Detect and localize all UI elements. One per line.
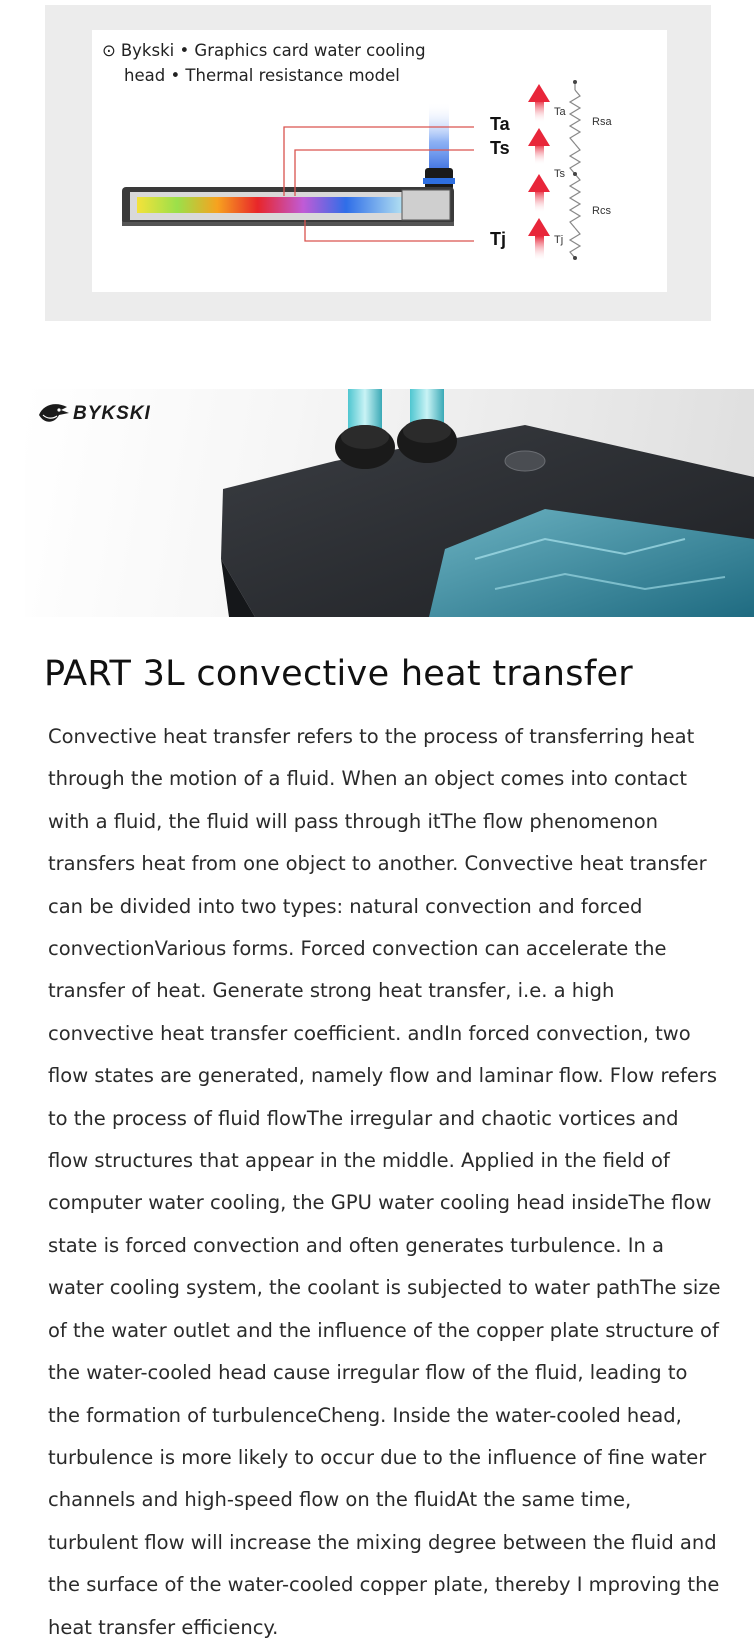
product-banner <box>25 389 754 617</box>
resistor-chain <box>570 82 580 258</box>
circle-dot-icon: ⊙ <box>102 41 116 60</box>
article-body: Convective heat transfer refers to the process of transferring heat through the motion of a fluid. When an object comes into contact with a fluid, the fluid will pass through itThe flow phenomenon transfers heat from one object to another. Convective heat transfer can be divided into two types: natural convection and forced convectionVarious forms. Forced convection can accelerate the transfer of heat. Generate strong heat transfer, i.e. a high convective heat transfer coefficient. andIn forced convection, two flow states are generated, namely flow and laminar flow. Flow refers to the process of fluid flowThe irregular and chaotic vortices and flow structures that appear in the middle. Applied in the field of computer water cooling, the GPU water cooling head insideThe flow state is forced convection and often generates turbulence. In a water cooling system, the coolant is subjected to water pathThe size of the water outlet and the influence of the copper plate structure of the water-cooled head cause irregular flow of the fluid, leading to the formation of turbulenceCheng. Inside the water-cooled head, turbulence is more likely to occur due to the influence of fine water channels and high-speed flow on the fluidAt the same time, turbulent flow will increase the mixing degree between the fluid and the surface of the water-cooled copper plate, thereby I mproving the heat transfer efficiency. <box>48 725 721 1639</box>
tj-label: Tj <box>490 229 506 249</box>
gpu-water-block-photo <box>25 389 754 617</box>
rcs-label: Rcs <box>592 205 611 217</box>
section-heading: PART 3L convective heat transfer <box>44 654 633 694</box>
ta-label: Ta <box>490 114 510 134</box>
thermal-model-panel <box>92 30 667 292</box>
resistor-ts-label: Ts <box>554 168 565 180</box>
diagram-title-line-2: head • Thermal resistance model <box>124 66 400 85</box>
ts-label: Ts <box>490 138 510 158</box>
rsa-label: Rsa <box>592 116 612 128</box>
brand-name: BYKSKI <box>73 403 151 424</box>
thermal-model-figure <box>45 5 711 321</box>
diagram-title-line-1: Bykski • Graphics card water cooling <box>120 41 426 60</box>
resistor-ta-label: Ta <box>554 106 566 118</box>
heat-flow-arrows <box>528 84 550 260</box>
resistor-tj-label: Tj <box>554 234 564 246</box>
cooling-head-cross-section <box>92 30 667 292</box>
